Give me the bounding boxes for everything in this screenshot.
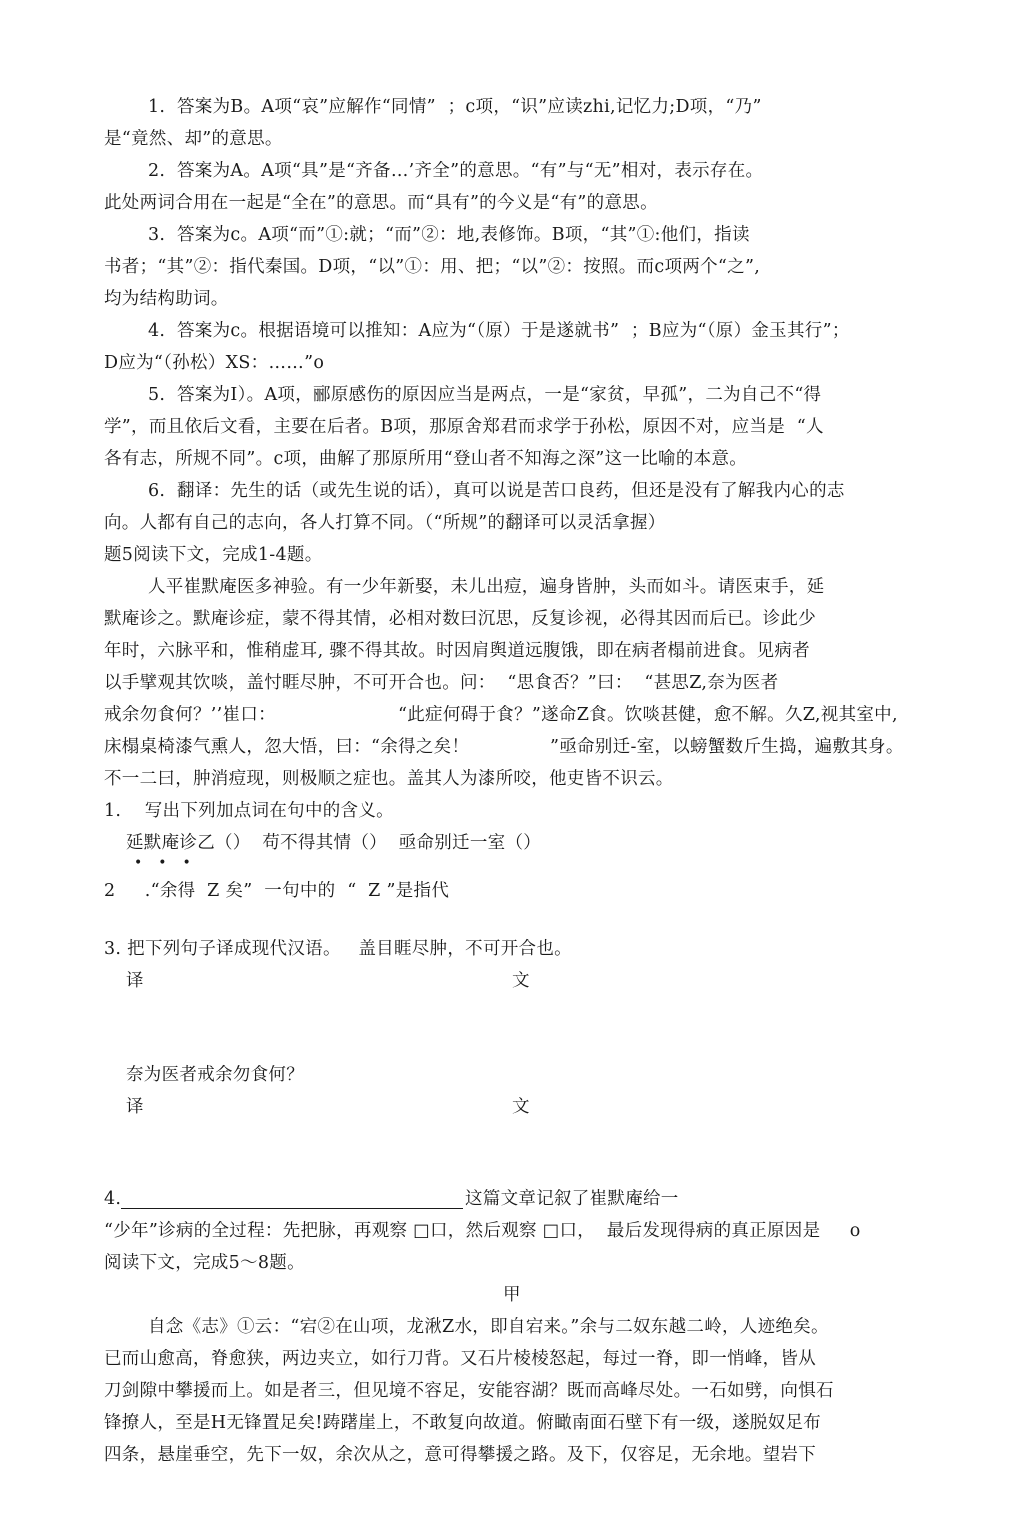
passage-jia-line-4: 锋撩人，至是H无锋置足矣!踌躇崖上，不敢复向故道。俯瞰南面石壁下有一级，遂脱奴足布 bbox=[104, 1413, 822, 1433]
question-4-line-2: “少年”诊病的全过程：先把脉，再观察 □口，然后观察 □口， 最后发现得病的真正原因是 o bbox=[104, 1221, 861, 1241]
question-2: 2 .“余得 Z 矣” 一句中的 “ Z ”是指代 bbox=[104, 881, 450, 901]
passage-line-3: 年时，六脉平和，惟稍虚耳, 骤不得其故。时因肩舆道远腹饿，即在病者榻前进食。见病者 bbox=[104, 641, 810, 661]
answer-1-line-2: 是“竟然、却”的意思。 bbox=[104, 129, 283, 149]
passage-line-5b: “此症何碍于食？”遂命Z食。饮啖甚健，愈不解。久Z,视其室中, bbox=[398, 705, 898, 725]
passage-line-7: 不一二曰，肿消痘现，则极顺之症也。盖其人为漆所咬，他吏皆不识云。 bbox=[104, 769, 674, 789]
question-3-second-sentence: 奈为医者戒余勿食何？ bbox=[126, 1065, 304, 1085]
question-3-translation-label-wen: 文 bbox=[512, 971, 530, 991]
answer-3-line-3: 均为结构助词。 bbox=[104, 289, 229, 309]
section-5-8-heading: 阅读下文，完成5〜8题。 bbox=[104, 1253, 305, 1273]
question-3: 3. 把下列句子译成现代汉语。 盖目睚尽肿，不可开合也。 bbox=[104, 939, 572, 959]
passage-jia-line-2: 已而山愈高，脊愈狭，两边夹立，如行刀背。又石片棱棱怒起，每过一脊，即一悄峰，皆从 bbox=[104, 1349, 816, 1369]
answer-6-line-1: 6. 翻译：先生的话（或先生说的话），真可以说是苦口良药，但还是没有了解我内心的志 bbox=[148, 481, 845, 501]
answer-2-line-2: 此处两词合用在一起是“全在”的意思。而“具有”的今义是“有”的意思。 bbox=[104, 193, 658, 213]
question-1-items: 延默庵诊乙（） 苟不得其情（） 亟命别迁一室（） bbox=[126, 833, 542, 853]
answer-3-line-2: 书者；“其”②：指代秦国。D项，“以”①：用、把；“以”②：按照。而c项两个“之”, bbox=[104, 257, 761, 277]
section-5-heading: 题5阅读下文，完成1-4题。 bbox=[104, 545, 323, 565]
question-4-answer-blank[interactable] bbox=[121, 1190, 463, 1209]
passage-line-6b: ”亟命别迁-室，以螃蟹数斤生捣，遍敷其身。 bbox=[550, 737, 904, 757]
question-4-number: 4. bbox=[104, 1189, 122, 1209]
passage-jia-line-1: 自念《志》①云：“宕②在山项，龙湫Z水，即自宕来。”余与二奴东越二岭，人迹绝矣。 bbox=[148, 1317, 829, 1337]
question-3b-translation-label-yi: 译 bbox=[126, 1097, 144, 1117]
passage-line-6a: 床榻桌椅漆气熏人，忽大悟，曰：“余得之矣！ bbox=[104, 737, 470, 757]
answer-1-line-1: 1. 答案为B。A项“哀”应解作“同情” ；c项，“识”应读zhi,记忆力;D项，“乃” bbox=[148, 97, 762, 117]
emphasis-dots: ••• bbox=[134, 855, 207, 871]
question-3b-translation-label-wen: 文 bbox=[512, 1097, 530, 1117]
answer-6-line-2: 向。人都有自己的志向，各人打算不同。（“所规”的翻译可以灵活拿握） bbox=[104, 513, 666, 533]
question-3-translation-label-yi: 译 bbox=[126, 971, 144, 991]
answer-4-line-2: D应为“（孙松）XS：……”o bbox=[104, 353, 325, 373]
passage-jia-label: 甲 bbox=[503, 1285, 521, 1305]
answer-3-line-1: 3. 答案为c。A项“而”①:就；“而”②：地,表修饰。B项，“其”①:他们，指读 bbox=[148, 225, 750, 245]
passage-jia-line-5: 四条，悬崖垂空，先下一奴，余次从之，意可得攀援之路。及下，仅容足，无余地。望岩下 bbox=[104, 1445, 816, 1465]
passage-line-1: 人平崔默庵医多神验。有一少年新娶，未儿出痘，遍身皆肿，头而如斗。请医束手，延 bbox=[148, 577, 825, 597]
answer-4-line-1: 4. 答案为c。根据语境可以推知：A应为“（原）于是遂就书” ；B应为“（原）金玉其行”； bbox=[148, 321, 850, 341]
passage-jia-line-3: 刀剑隙中攀援而上。如是者三，但见境不容足，安能容湖？既而高峰尽处。一石如劈，向惧石 bbox=[104, 1381, 834, 1401]
passage-line-5a: 戒余勿食何？’’崔口： bbox=[104, 705, 276, 725]
question-4-tail: 这篇文章记叙了崔默庵给一 bbox=[465, 1189, 679, 1209]
answer-5-line-2: 学”，而且依后文看，主要在后者。B项，那原舍郑君而求学于孙松，原因不对，应当是 “人 bbox=[104, 417, 824, 437]
answer-5-line-1: 5. 答案为I）。A项，郦原感伤的原因应当是两点，一是“家贫，早孤”，二为自己不“得 bbox=[148, 385, 822, 405]
passage-line-2: 默庵诊之。默庵诊症，蒙不得其情，必相对数曰沉思，反复诊视，必得其因而后已。诊此少 bbox=[104, 609, 816, 629]
answer-5-line-3: 各有志，所规不同”。c项，曲解了那原所用“登山者不知海之深”这一比喻的本意。 bbox=[104, 449, 748, 469]
answer-2-line-1: 2. 答案为A。A项“具”是“齐备…’齐全”的意思。“有”与“无”相对，表示存在。 bbox=[148, 161, 764, 181]
question-1: 1. 写出下列加点词在句中的含义。 bbox=[104, 801, 394, 821]
passage-line-4: 以手擘观其饮啖，盖忖睚尽肿，不可开合也。问： “思食否？”曰： “甚思Z,奈为医者 bbox=[104, 673, 779, 693]
